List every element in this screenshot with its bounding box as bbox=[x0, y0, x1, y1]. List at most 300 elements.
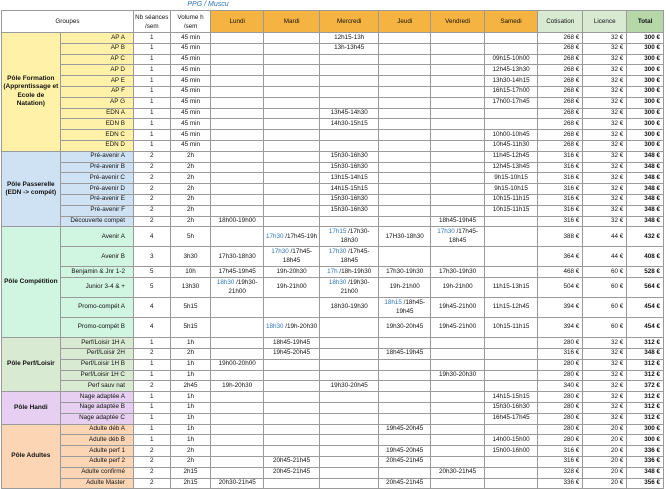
slot-jeu bbox=[379, 86, 431, 97]
table-row bbox=[2, 86, 664, 97]
total: 454 € bbox=[627, 318, 664, 338]
slot-ven bbox=[431, 108, 484, 119]
subgroup-name: Pré-avenir A bbox=[60, 151, 133, 162]
table-row bbox=[2, 140, 664, 151]
volume: 45 min bbox=[170, 97, 211, 108]
slot-sam bbox=[484, 381, 537, 392]
header-groupes: Groupes bbox=[2, 11, 134, 33]
subgroup-name: Nage adaptée A bbox=[60, 392, 133, 403]
header-row bbox=[2, 11, 664, 33]
table-row bbox=[2, 435, 664, 446]
volume: 1h bbox=[170, 402, 211, 413]
group-name: Pôle Formation (Apprentissage et Ecole de Natation) bbox=[2, 33, 61, 152]
slot-mar bbox=[263, 298, 320, 318]
nb-seances: 2 bbox=[133, 194, 170, 205]
licence: 32 € bbox=[583, 402, 627, 413]
table-row bbox=[2, 130, 664, 141]
licence: 60 € bbox=[583, 298, 627, 318]
slot-lun: 17h45-19h45 bbox=[211, 267, 263, 278]
cotisation: 280 € bbox=[538, 338, 583, 349]
total: 300 € bbox=[627, 130, 664, 141]
slot-jeu bbox=[379, 151, 431, 162]
slot-ven bbox=[431, 184, 484, 195]
licence: 32 € bbox=[583, 86, 627, 97]
slot-mer bbox=[320, 456, 379, 467]
subgroup-name: Promo-compét A bbox=[60, 298, 133, 318]
nb-seances: 1 bbox=[133, 130, 170, 141]
total: 312 € bbox=[627, 392, 664, 403]
table-row bbox=[2, 381, 664, 392]
table-row bbox=[2, 338, 664, 349]
slot-mar bbox=[263, 65, 320, 76]
licence: 20 € bbox=[583, 478, 627, 489]
header-total: Total bbox=[627, 11, 664, 33]
cotisation: 316 € bbox=[538, 162, 583, 173]
slot-mar bbox=[263, 54, 320, 65]
nb-seances: 1 bbox=[133, 413, 170, 424]
slot-mer bbox=[320, 446, 379, 457]
total: 356 € bbox=[627, 478, 664, 489]
slot-part: /19h30-21h00 bbox=[228, 279, 258, 295]
slot-lun bbox=[211, 97, 263, 108]
cotisation: 316 € bbox=[538, 151, 583, 162]
slot-part: 17h bbox=[327, 267, 338, 275]
nb-seances: 2 bbox=[133, 381, 170, 392]
total: 348 € bbox=[627, 184, 664, 195]
subgroup-name: Adulte déb A bbox=[60, 424, 133, 435]
slot-sam bbox=[484, 338, 537, 349]
ppg-muscu-label: PPG / Muscu bbox=[187, 1, 229, 8]
volume: 2h45 bbox=[170, 381, 211, 392]
slot-ven: 18h45-19h45 bbox=[431, 216, 484, 227]
table-row bbox=[2, 33, 664, 44]
slot-ven bbox=[431, 65, 484, 76]
nb-seances: 1 bbox=[133, 402, 170, 413]
volume: 45 min bbox=[170, 86, 211, 97]
slot-jeu bbox=[379, 467, 431, 478]
slot-mar bbox=[263, 151, 320, 162]
table-row bbox=[2, 216, 664, 227]
licence: 20 € bbox=[583, 435, 627, 446]
volume: 2h bbox=[170, 446, 211, 457]
slot-sam bbox=[484, 467, 537, 478]
slot-jeu bbox=[379, 43, 431, 54]
slot-jeu bbox=[379, 33, 431, 44]
slot-mar bbox=[263, 381, 320, 392]
slot-lun bbox=[211, 65, 263, 76]
total: 300 € bbox=[627, 435, 664, 446]
subgroup-name: Benjamin & Jnr 1-2 bbox=[60, 267, 133, 278]
table-row bbox=[2, 359, 664, 370]
table-row bbox=[2, 65, 664, 76]
slot-jeu: 18h45-19h45 bbox=[379, 348, 431, 359]
slot-mer bbox=[320, 370, 379, 381]
header-vendredi: Vendredi bbox=[431, 11, 484, 33]
nb-seances: 2 bbox=[133, 205, 170, 216]
slot-lun bbox=[211, 173, 263, 184]
slot-lun bbox=[211, 456, 263, 467]
slot-sam: 15h00-16h00 bbox=[484, 446, 537, 457]
volume: 2h bbox=[170, 162, 211, 173]
slot-lun bbox=[211, 205, 263, 216]
slot-ven: 19h30-20h30 bbox=[431, 370, 484, 381]
licence: 32 € bbox=[583, 184, 627, 195]
slot-part: 18h30 bbox=[216, 279, 235, 287]
slot-jeu: 17H30-18h30 bbox=[379, 227, 431, 247]
slot-ven: 19h-21h00 bbox=[431, 278, 484, 298]
licence: 32 € bbox=[583, 108, 627, 119]
slot-mar bbox=[263, 33, 320, 44]
slot-mar bbox=[263, 227, 320, 247]
slot-jeu bbox=[379, 130, 431, 141]
total: 454 € bbox=[627, 298, 664, 318]
slot-part: /17h45-19h bbox=[283, 232, 318, 240]
slot-part: /17h45-18h45 bbox=[340, 248, 370, 264]
header-volume: Volume h /sem bbox=[170, 11, 211, 33]
subgroup-name: Pré-avenir F bbox=[60, 205, 133, 216]
licence: 32 € bbox=[583, 97, 627, 108]
slot-mer: 15h30-16h30 bbox=[320, 194, 379, 205]
table-row bbox=[2, 162, 664, 173]
licence: 32 € bbox=[583, 65, 627, 76]
slot-jeu bbox=[379, 54, 431, 65]
cotisation: 268 € bbox=[538, 54, 583, 65]
slot-jeu bbox=[379, 216, 431, 227]
total: 408 € bbox=[627, 247, 664, 267]
slot-part: /19h-20h30 bbox=[283, 323, 318, 331]
slot-sam: 10h45-11h30 bbox=[484, 140, 537, 151]
slot-sam bbox=[484, 478, 537, 489]
subgroup-name: AP B bbox=[60, 43, 133, 54]
schedule-table bbox=[1, 10, 664, 489]
slot-mar bbox=[263, 119, 320, 130]
slot-mer bbox=[320, 435, 379, 446]
table-row bbox=[2, 370, 664, 381]
slot-sam: 12h45-13h30 bbox=[484, 65, 537, 76]
slot-sam bbox=[484, 359, 537, 370]
cotisation: 268 € bbox=[538, 86, 583, 97]
slot-jeu: 17h30-19h30 bbox=[379, 267, 431, 278]
cotisation: 394 € bbox=[538, 298, 583, 318]
volume: 10h bbox=[170, 267, 211, 278]
subgroup-name: Nage adaptée C bbox=[60, 413, 133, 424]
slot-lun bbox=[211, 446, 263, 457]
slot-mer bbox=[320, 267, 379, 278]
slot-sam: 14h15-15h15 bbox=[484, 392, 537, 403]
nb-seances: 1 bbox=[133, 54, 170, 65]
licence: 20 € bbox=[583, 456, 627, 467]
slot-sam: 13h30-14h15 bbox=[484, 76, 537, 87]
slot-mar bbox=[263, 424, 320, 435]
slot-part: 17h30 bbox=[437, 228, 455, 236]
slot-ven bbox=[431, 402, 484, 413]
table-row bbox=[2, 54, 664, 65]
volume: 1h bbox=[170, 392, 211, 403]
slot-mer bbox=[320, 130, 379, 141]
slot-mar bbox=[263, 435, 320, 446]
subgroup-name: Avenir B bbox=[60, 247, 133, 267]
slot-lun bbox=[211, 194, 263, 205]
licence: 32 € bbox=[583, 173, 627, 184]
group-name: Pôle Compétition bbox=[2, 227, 61, 338]
subgroup-name: Adulte déb B bbox=[60, 435, 133, 446]
slot-jeu bbox=[379, 435, 431, 446]
slot-lun bbox=[211, 43, 263, 54]
header-samedi: Samedi bbox=[484, 11, 537, 33]
slot-lun bbox=[211, 278, 263, 298]
slot-ven bbox=[431, 446, 484, 457]
subgroup-name: AP F bbox=[60, 86, 133, 97]
cotisation: 316 € bbox=[538, 205, 583, 216]
slot-lun bbox=[211, 318, 263, 338]
volume: 1h bbox=[170, 413, 211, 424]
slot-mer bbox=[320, 227, 379, 247]
volume: 2h bbox=[170, 348, 211, 359]
nb-seances: 2 bbox=[133, 348, 170, 359]
nb-seances: 4 bbox=[133, 318, 170, 338]
slot-jeu bbox=[379, 76, 431, 87]
group-name: Pôle Handi bbox=[2, 392, 61, 424]
slot-sam bbox=[484, 267, 537, 278]
licence: 20 € bbox=[583, 467, 627, 478]
table-row bbox=[2, 184, 664, 195]
cotisation: 280 € bbox=[538, 392, 583, 403]
cotisation: 268 € bbox=[538, 65, 583, 76]
subgroup-name: Junior 3-4 & + bbox=[60, 278, 133, 298]
slot-sam bbox=[484, 108, 537, 119]
slot-ven bbox=[431, 162, 484, 173]
licence: 60 € bbox=[583, 278, 627, 298]
cotisation: 316 € bbox=[538, 173, 583, 184]
total: 300 € bbox=[627, 424, 664, 435]
slot-mer bbox=[320, 76, 379, 87]
nb-seances: 3 bbox=[133, 247, 170, 267]
subgroup-name: Pré-avenir E bbox=[60, 194, 133, 205]
volume: 45 min bbox=[170, 76, 211, 87]
subgroup-name: AP C bbox=[60, 54, 133, 65]
volume: 1h bbox=[170, 370, 211, 381]
slot-jeu bbox=[379, 97, 431, 108]
total: 300 € bbox=[627, 140, 664, 151]
slot-part: /18h-19h30 bbox=[337, 267, 372, 275]
slot-lun: 20h30-21h45 bbox=[211, 478, 263, 489]
nb-seances: 1 bbox=[133, 108, 170, 119]
slot-lun bbox=[211, 151, 263, 162]
nb-seances: 1 bbox=[133, 119, 170, 130]
subgroup-name: Adulte perf 2 bbox=[60, 456, 133, 467]
nb-seances: 4 bbox=[133, 227, 170, 247]
licence: 32 € bbox=[583, 43, 627, 54]
volume: 1h bbox=[170, 424, 211, 435]
subgroup-name: Avenir A bbox=[60, 227, 133, 247]
volume: 45 min bbox=[170, 130, 211, 141]
nb-seances: 1 bbox=[133, 76, 170, 87]
slot-ven bbox=[431, 43, 484, 54]
slot-jeu: 20h45-21h45 bbox=[379, 456, 431, 467]
cotisation: 280 € bbox=[538, 370, 583, 381]
licence: 32 € bbox=[583, 151, 627, 162]
total: 348 € bbox=[627, 467, 664, 478]
slot-mer bbox=[320, 392, 379, 403]
nb-seances: 1 bbox=[133, 97, 170, 108]
slot-lun bbox=[211, 119, 263, 130]
licence: 32 € bbox=[583, 76, 627, 87]
nb-seances: 1 bbox=[133, 424, 170, 435]
slot-mar bbox=[263, 478, 320, 489]
slot-lun: 18h00-19h00 bbox=[211, 216, 263, 227]
header-cotisation: Cotisation bbox=[538, 11, 583, 33]
slot-lun bbox=[211, 298, 263, 318]
slot-jeu: 19h30-20h45 bbox=[379, 318, 431, 338]
slot-mer: 13h-13h45 bbox=[320, 43, 379, 54]
header-mercredi: Mercredi bbox=[320, 11, 379, 33]
cotisation: 316 € bbox=[538, 216, 583, 227]
slot-ven bbox=[431, 338, 484, 349]
cotisation: 388 € bbox=[538, 227, 583, 247]
licence: 32 € bbox=[583, 119, 627, 130]
cotisation: 504 € bbox=[538, 278, 583, 298]
slot-mer bbox=[320, 278, 379, 298]
licence: 60 € bbox=[583, 318, 627, 338]
table-row bbox=[2, 151, 664, 162]
volume: 2h bbox=[170, 173, 211, 184]
cotisation: 316 € bbox=[538, 446, 583, 457]
slot-mar: 19h45-20h45 bbox=[263, 348, 320, 359]
slot-sam: 10h00-10h45 bbox=[484, 130, 537, 141]
slot-ven bbox=[431, 348, 484, 359]
slot-lun bbox=[211, 424, 263, 435]
licence: 32 € bbox=[583, 54, 627, 65]
slot-sam bbox=[484, 119, 537, 130]
volume: 45 min bbox=[170, 108, 211, 119]
total: 300 € bbox=[627, 86, 664, 97]
cotisation: 268 € bbox=[538, 76, 583, 87]
slot-mer bbox=[320, 140, 379, 151]
volume: 45 min bbox=[170, 140, 211, 151]
nb-seances: 2 bbox=[133, 151, 170, 162]
slot-lun bbox=[211, 86, 263, 97]
nb-seances: 2 bbox=[133, 173, 170, 184]
table-row bbox=[2, 205, 664, 216]
volume: 2h15 bbox=[170, 478, 211, 489]
table-row bbox=[2, 97, 664, 108]
header-jeudi: Jeudi bbox=[379, 11, 431, 33]
slot-mar bbox=[263, 184, 320, 195]
slot-ven bbox=[431, 130, 484, 141]
total: 300 € bbox=[627, 65, 664, 76]
slot-ven bbox=[431, 478, 484, 489]
slot-jeu bbox=[379, 338, 431, 349]
total: 564 € bbox=[627, 278, 664, 298]
slot-mer: 14h15-15h15 bbox=[320, 184, 379, 195]
slot-part: 17h30 bbox=[328, 248, 347, 256]
volume: 3h30 bbox=[170, 247, 211, 267]
nb-seances: 1 bbox=[133, 43, 170, 54]
slot-ven bbox=[431, 76, 484, 87]
slot-sam: 11h15-12h45 bbox=[484, 298, 537, 318]
slot-mer bbox=[320, 402, 379, 413]
slot-jeu bbox=[379, 298, 431, 318]
slot-ven: 19h45-21h00 bbox=[431, 318, 484, 338]
slot-mer: 14h30-15h15 bbox=[320, 119, 379, 130]
slot-jeu bbox=[379, 173, 431, 184]
subgroup-name: Perf/Loisir 1H B bbox=[60, 359, 133, 370]
table-row bbox=[2, 318, 664, 338]
cotisation: 316 € bbox=[538, 348, 583, 359]
slot-mer bbox=[320, 86, 379, 97]
slot-mer: 18h30-19h30 bbox=[320, 298, 379, 318]
slot-sam: 16h15-17h00 bbox=[484, 86, 537, 97]
slot-mar bbox=[263, 140, 320, 151]
slot-mer bbox=[320, 65, 379, 76]
volume: 5h15 bbox=[170, 318, 211, 338]
licence: 32 € bbox=[583, 33, 627, 44]
slot-sam bbox=[484, 43, 537, 54]
total: 372 € bbox=[627, 381, 664, 392]
slot-part: /19h30-21h00 bbox=[340, 279, 370, 295]
slot-ven bbox=[431, 140, 484, 151]
slot-ven bbox=[431, 86, 484, 97]
slot-lun bbox=[211, 467, 263, 478]
volume: 2h bbox=[170, 151, 211, 162]
total: 348 € bbox=[627, 216, 664, 227]
volume: 45 min bbox=[170, 54, 211, 65]
slot-lun bbox=[211, 392, 263, 403]
slot-lun bbox=[211, 108, 263, 119]
slot-mer bbox=[320, 478, 379, 489]
table-row bbox=[2, 173, 664, 184]
cotisation: 280 € bbox=[538, 413, 583, 424]
slot-lun bbox=[211, 76, 263, 87]
slot-lun bbox=[211, 130, 263, 141]
slot-ven bbox=[431, 227, 484, 247]
volume: 5h bbox=[170, 227, 211, 247]
slot-ven bbox=[431, 205, 484, 216]
cotisation: 280 € bbox=[538, 435, 583, 446]
cotisation: 268 € bbox=[538, 97, 583, 108]
slot-sam: 14h00-15h00 bbox=[484, 435, 537, 446]
slot-mar bbox=[263, 402, 320, 413]
subgroup-name: EDN A bbox=[60, 108, 133, 119]
nb-seances: 2 bbox=[133, 162, 170, 173]
slot-sam: 10h15-11h15 bbox=[484, 194, 537, 205]
group-name: Pôle Adultes bbox=[2, 424, 61, 489]
slot-mer: 19h30-20h45 bbox=[320, 381, 379, 392]
total: 300 € bbox=[627, 97, 664, 108]
slot-sam: 10h15-11h15 bbox=[484, 318, 537, 338]
volume: 1h bbox=[170, 435, 211, 446]
slot-jeu bbox=[379, 247, 431, 267]
slot-ven bbox=[431, 413, 484, 424]
nb-seances: 1 bbox=[133, 86, 170, 97]
slot-ven bbox=[431, 33, 484, 44]
slot-mar: 19h-21h00 bbox=[263, 278, 320, 298]
table-row bbox=[2, 348, 664, 359]
slot-jeu bbox=[379, 370, 431, 381]
cotisation: 268 € bbox=[538, 33, 583, 44]
slot-jeu bbox=[379, 194, 431, 205]
table-row bbox=[2, 194, 664, 205]
slot-mar bbox=[263, 76, 320, 87]
slot-mar bbox=[263, 370, 320, 381]
slot-mer: 15h30-16h30 bbox=[320, 151, 379, 162]
slot-jeu: 20h45-21h45 bbox=[379, 478, 431, 489]
volume: 45 min bbox=[170, 119, 211, 130]
total: 300 € bbox=[627, 108, 664, 119]
slot-jeu bbox=[379, 184, 431, 195]
volume: 1h bbox=[170, 359, 211, 370]
slot-mer bbox=[320, 338, 379, 349]
